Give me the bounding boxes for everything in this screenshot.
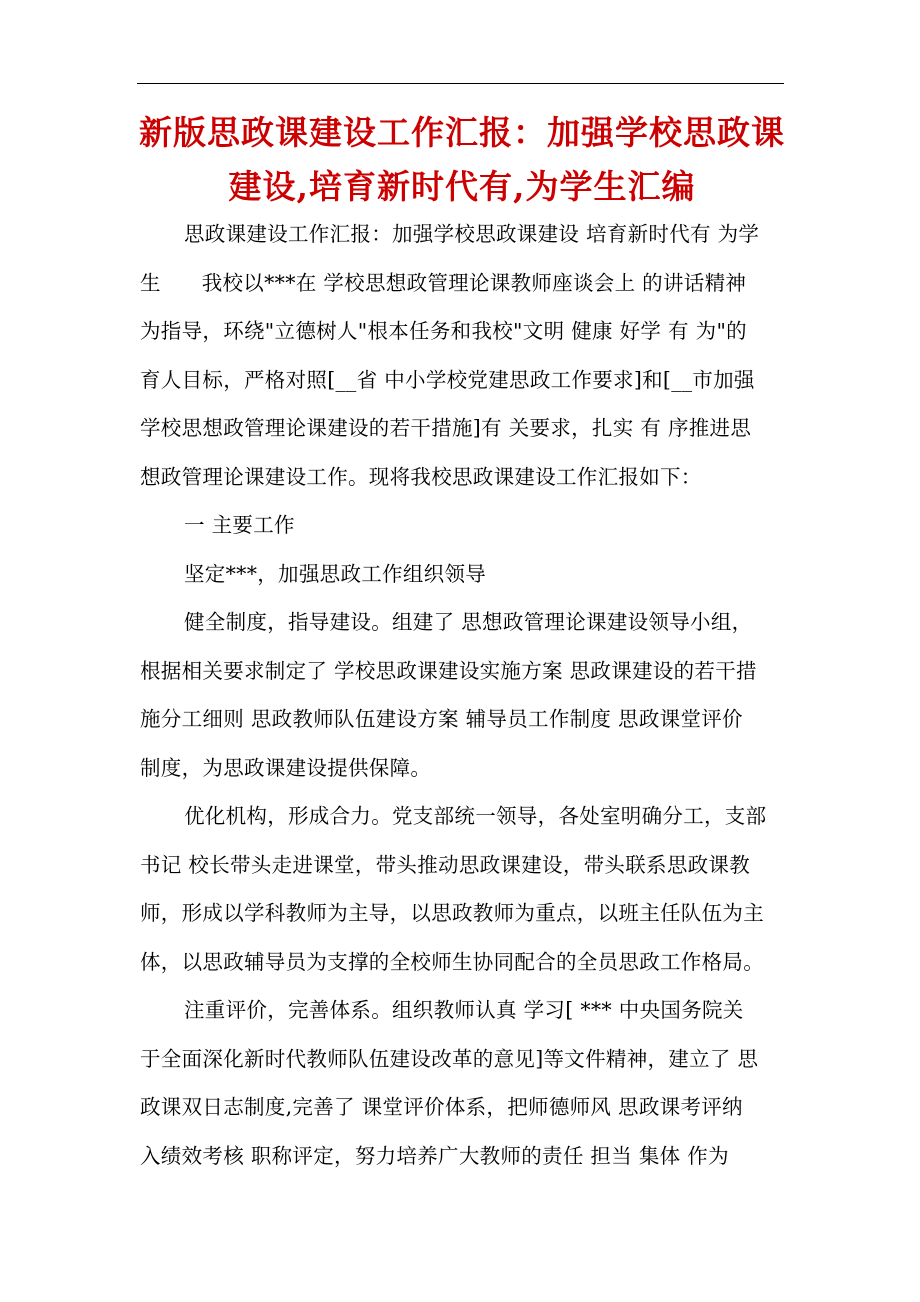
intro-line: 思政课建设工作汇报：加强学校思政课建设 培育新时代有 为学 — [184, 222, 760, 246]
top-divider — [137, 83, 784, 84]
paragraph-line: 施分工细则 思政教师队伍建设方案 辅导员工作制度 思政课堂评价 — [140, 707, 743, 731]
intro-line: 生 我校以***在 学校思想政管理论课教师座谈会上 的讲话精神 — [140, 270, 747, 295]
paragraph-line: 制度，为思政课建设提供保障。 — [140, 755, 432, 780]
paragraph-line: 入绩效考核 职称评定，努力培养广大教师的责任 担当 集体 作为 — [140, 1143, 729, 1168]
paragraph-line: 注重评价，完善体系。组织教师认真 学习[ *** 中央国务院关 — [184, 998, 744, 1022]
paragraph-line: 优化机构，形成合力。党支部统一领导，各处室明确分工，支部 — [184, 804, 767, 828]
intro-line: 想政管理论课建设工作。现将我校思政课建设工作汇报如下： — [140, 464, 702, 489]
paragraph-line: 健全制度，指导建设。组建了 思想政管理论课建设领导小组， — [184, 610, 753, 634]
title-line: 新版思政课建设工作汇报：加强学校思政课 — [139, 113, 785, 152]
paragraph-line: 师，形成以学科教师为主导，以思政教师为重点，以班主任队伍为主 — [140, 901, 764, 925]
paragraph-line: 体，以思政辅导员为支撑的全校师生协同配合的全员思政工作格局。 — [140, 949, 764, 974]
section-heading: 一 主要工作 — [184, 513, 295, 537]
document-title — [120, 106, 804, 214]
subsection-heading: 坚定***，加强思政工作组织领导 — [184, 561, 487, 586]
intro-line: 育人目标，严格对照[__省 中小学校党建思政工作要求]和[__市加强 — [140, 367, 755, 392]
paragraph-line: 根据相关要求制定了 学校思政课建设实施方案 思政课建设的若干措 — [140, 658, 757, 683]
intro-line: 为指导，环绕"立德树人"根本任务和我校"文明 健康 好学 有 为"的 — [140, 319, 747, 343]
paragraph-line: 政课双日志制度,完善了 课堂评价体系，把师德师风 思政课考评纳 — [140, 1095, 743, 1119]
body-content — [140, 210, 792, 1180]
intro-line: 学校思想政管理论课建设的若干措施]有 关要求，扎实 有 序推进思 — [140, 416, 752, 440]
paragraph-line: 于全面深化新时代教师队伍建设改革的意见]等文件精神，建立了 思 — [140, 1046, 759, 1071]
paragraph-line: 书记 校长带头走进课堂，带头推动思政课建设，带头联系思政课教 — [140, 852, 751, 877]
title-line: 建设,培育新时代有,为学生汇编 — [228, 167, 696, 206]
